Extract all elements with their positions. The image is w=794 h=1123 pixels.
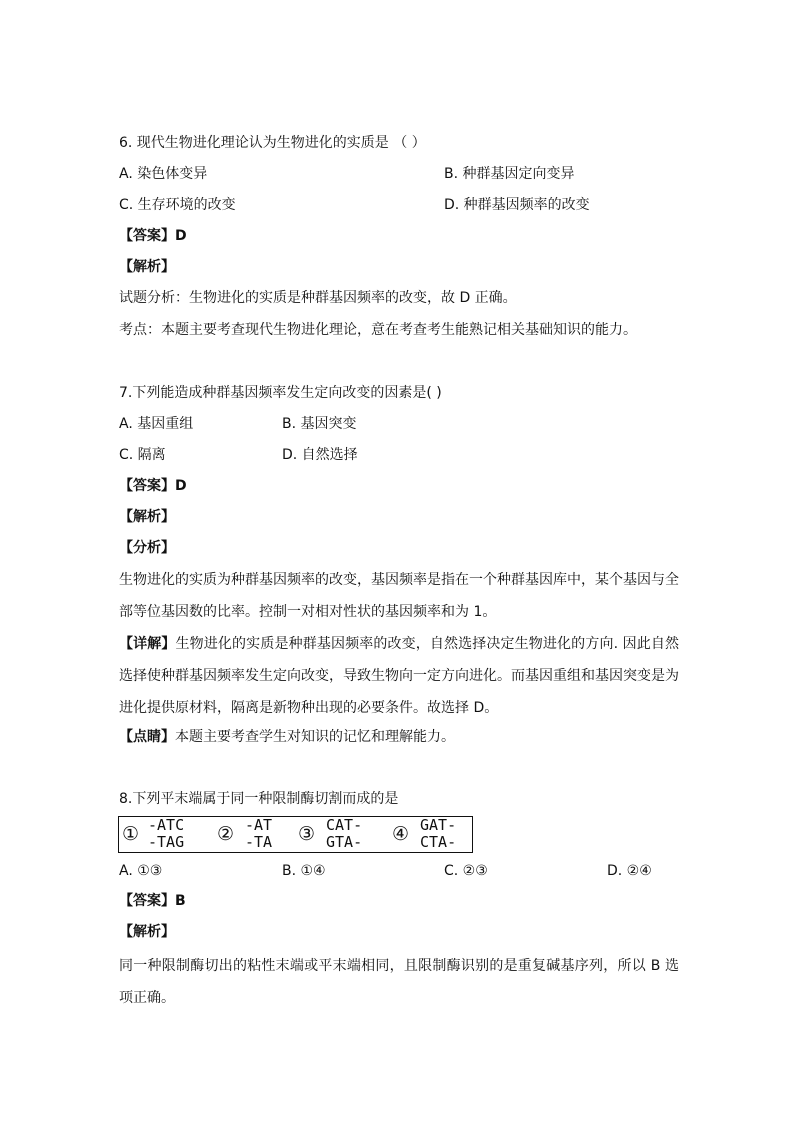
q8-stem: 8.下列平末端属于同一种限制酶切割而成的是 bbox=[119, 791, 399, 807]
q8-option-a: A. ①③ bbox=[119, 863, 163, 879]
q6-option-b: B. 种群基因定向变异 bbox=[444, 166, 575, 182]
dna-end-2-bottom: -TA bbox=[245, 833, 273, 851]
q7-option-c: C. 隔离 bbox=[119, 447, 166, 463]
q6-analysis-label: 【解析】 bbox=[119, 259, 175, 275]
q7-dianjing-label: 【点睛】 bbox=[119, 729, 175, 745]
dna-end-3-bottom: GTA- bbox=[326, 833, 363, 851]
dna-end-3-number: ③ bbox=[298, 823, 316, 845]
q7-detail-text: 生物进化的实质是种群基因频率的改变，自然选择决定生物进化的方向. 因此自然选择使种群基因频率发生定向改变，导致生物向一定方向进化。而基因重组和基因突变是为进化提供原材料，隔离是新物种出现的必要条件。故选择 D。 bbox=[119, 636, 680, 716]
q7-fenxi-label: 【分析】 bbox=[119, 540, 175, 556]
q6-option-c: C. 生存环境的改变 bbox=[119, 197, 236, 213]
dna-end-4-bottom: CTA- bbox=[420, 833, 457, 851]
q7-stem: 7.下列能造成种群基因频率发生定向改变的因素是( ) bbox=[119, 385, 442, 401]
q6-point: 考点：本题主要考查现代生物进化理论，意在考查考生能熟记相关基础知识的能力。 bbox=[119, 322, 637, 338]
q7-fenxi: 生物进化的实质为种群基因频率的改变，基因频率是指在一个种群基因库中，某个基因与全部等位基因数的比率。控制一对相对性状的基因频率和为 1。 bbox=[119, 572, 679, 620]
q7-dianjing-text: 本题主要考查学生对知识的记忆和理解能力。 bbox=[175, 729, 455, 745]
dna-end-1-top: -ATC bbox=[148, 816, 185, 834]
q7-analysis-label: 【解析】 bbox=[119, 509, 175, 525]
dna-end-1-number: ① bbox=[122, 823, 140, 845]
q8-analysis-label: 【解析】 bbox=[119, 924, 175, 940]
q6-analysis: 试题分析：生物进化的实质是种群基因频率的改变，故 D 正确。 bbox=[119, 290, 517, 306]
q7-option-d: D. 自然选择 bbox=[282, 447, 358, 463]
q7-answer: 【答案】D bbox=[119, 478, 187, 494]
q6-option-a: A. 染色体变异 bbox=[119, 166, 208, 182]
q7-detail bbox=[119, 628, 679, 724]
q7-option-b: B. 基因突变 bbox=[282, 416, 357, 432]
dna-end-3-top: CAT- bbox=[326, 816, 363, 834]
q8-option-d: D. ②④ bbox=[607, 863, 652, 879]
dna-end-2-top: -AT bbox=[245, 816, 273, 834]
q8-option-c: C. ②③ bbox=[444, 863, 488, 879]
dna-end-4-number: ④ bbox=[392, 823, 410, 845]
q6-option-d: D. 种群基因频率的改变 bbox=[444, 197, 590, 213]
dna-ends-figure bbox=[118, 816, 473, 853]
q8-analysis: 同一种限制酶切出的粘性末端或平末端相同，且限制酶识别的是重复碱基序列，所以 B 选项正确。 bbox=[119, 958, 679, 1006]
q7-detail-label: 【详解】 bbox=[119, 636, 176, 652]
dna-end-4-top: GAT- bbox=[420, 816, 457, 834]
q6-answer: 【答案】D bbox=[119, 228, 187, 244]
dna-end-2-number: ② bbox=[217, 823, 235, 845]
q8-answer: 【答案】B bbox=[119, 893, 186, 909]
dna-end-1-bottom: -TAG bbox=[148, 833, 185, 851]
q7-option-a: A. 基因重组 bbox=[119, 416, 194, 432]
q6-stem: 6. 现代生物进化理论认为生物进化的实质是 （ ） bbox=[119, 135, 426, 151]
q7-dianjing bbox=[119, 727, 455, 747]
q8-option-b: B. ①④ bbox=[282, 863, 326, 879]
